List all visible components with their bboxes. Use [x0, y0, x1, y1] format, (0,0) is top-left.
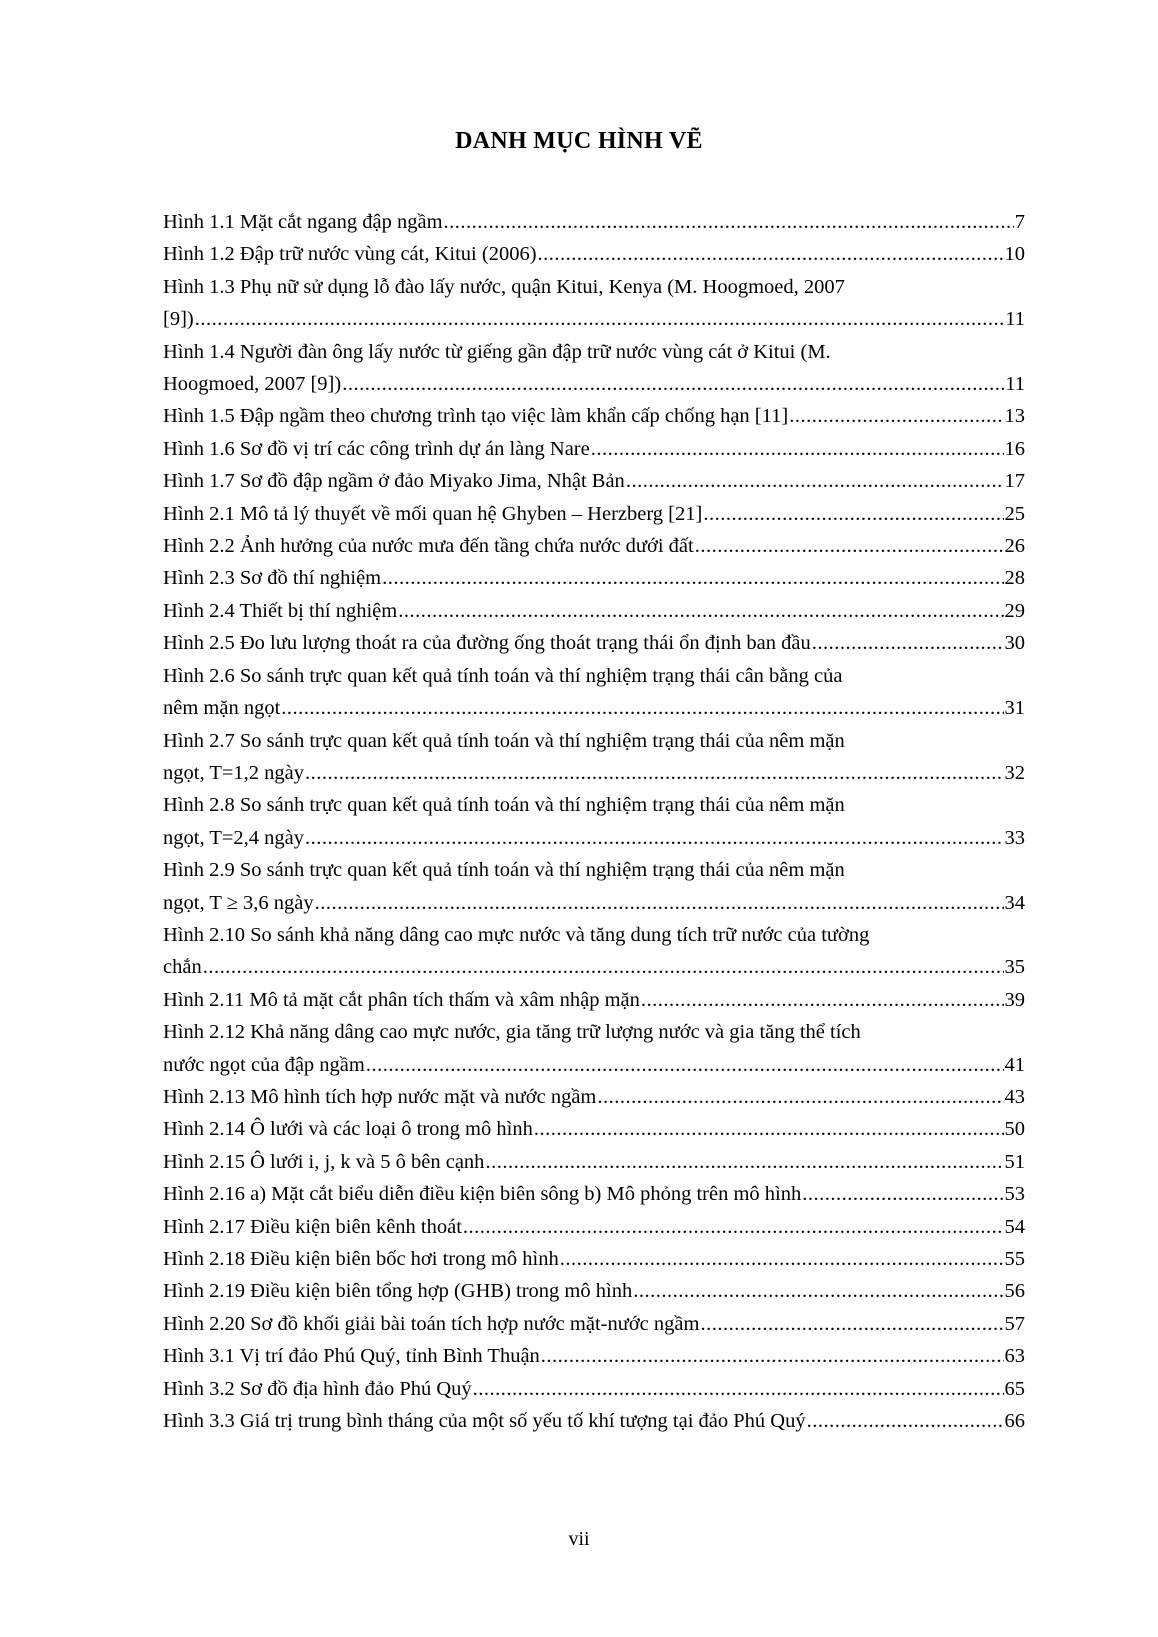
- dot-leader: [485, 1146, 1003, 1178]
- toc-entry[interactable]: [163, 498, 1025, 530]
- toc-entry-page: 29: [1004, 599, 1025, 622]
- toc-entry-text: Hình 2.3 Sơ đồ thí nghiệm: [163, 567, 382, 590]
- toc-entry-text: ngọt, T ≥ 3,6 ngày: [163, 891, 314, 914]
- toc-entry-page: 39: [1004, 988, 1025, 1011]
- toc-entry[interactable]: [163, 595, 1025, 627]
- toc-entry[interactable]: [163, 1016, 1025, 1081]
- toc-entry-text: Hình 3.3 Giá trị trung bình tháng của một số yếu tố khí tượng tại đảo Phú Quý: [163, 1410, 806, 1433]
- toc-entry-text: Hình 2.19 Điều kiện biên tổng hợp (GHB) trong mô hình: [163, 1280, 633, 1303]
- dot-leader: [703, 498, 1003, 530]
- toc-entry-text: chắn: [163, 956, 202, 979]
- toc-entry[interactable]: [163, 433, 1025, 465]
- toc-entry-page: 66: [1004, 1410, 1025, 1433]
- toc-entry[interactable]: [163, 1275, 1025, 1307]
- toc-entry-text: Hình 1.5 Đập ngầm theo chương trình tạo việc làm khẩn cấp chống hạn [11]: [163, 405, 789, 428]
- toc-entry-page: 28: [1004, 567, 1025, 590]
- toc-entry-text: Hình 2.15 Ô lưới i, j, k và 5 ô bên cạnh: [163, 1150, 485, 1173]
- dot-leader: [203, 951, 1004, 983]
- toc-entry-page: 7: [1014, 211, 1025, 233]
- dot-leader: [444, 206, 1014, 238]
- dot-leader: [305, 757, 1003, 789]
- dot-leader: [315, 887, 1004, 919]
- toc-entry-text: Hình 1.7 Sơ đồ đập ngầm ở đảo Miyako Jima, Nhật Bản: [163, 470, 625, 493]
- toc-entry-first-line: Hình 2.6 So sánh trực quan kết quả tính toán và thí nghiệm trạng thái cân bằng của: [163, 664, 843, 687]
- dot-leader: [541, 1340, 1004, 1372]
- toc-entry-text: ngọt, T=2,4 ngày: [163, 826, 305, 849]
- toc-entry-text: nêm mặn ngọt: [163, 697, 281, 720]
- dot-leader: [633, 1275, 1003, 1307]
- toc-entry-page: 11: [1005, 373, 1025, 396]
- dot-leader: [305, 822, 1003, 854]
- toc-entry[interactable]: [163, 1211, 1025, 1243]
- toc-entry-first-line: Hình 2.12 Khả năng dâng cao mực nước, gia tăng trữ lượng nước và gia tăng thể tích: [163, 1021, 861, 1044]
- dot-leader: [812, 627, 1004, 659]
- dot-leader: [281, 692, 1003, 724]
- toc-entry-text: Hình 2.5 Đo lưu lượng thoát ra của đường ống thoát trạng thái ổn định ban đầu: [163, 632, 811, 655]
- dot-leader: [807, 1405, 1004, 1437]
- dot-leader: [802, 1178, 1003, 1210]
- toc-entry-text: Hình 2.20 Sơ đồ khối giải bài toán tích hợp nước mặt-nước ngầm: [163, 1312, 700, 1335]
- toc-entry[interactable]: [163, 238, 1025, 270]
- toc-entry-page: 50: [1004, 1118, 1025, 1141]
- dot-leader: [382, 562, 1003, 594]
- toc-entry[interactable]: [163, 660, 1025, 725]
- toc-entry[interactable]: [163, 789, 1025, 854]
- toc-entry-text: Hình 2.2 Ảnh hưởng của nước mưa đến tầng chứa nước dưới đất: [163, 535, 694, 558]
- toc-entry-text: Hoogmoed, 2007 [9]): [163, 373, 342, 396]
- toc-entry-text: Hình 2.4 Thiết bị thí nghiệm: [163, 599, 398, 622]
- toc-entry-page: 32: [1004, 761, 1025, 784]
- dot-leader: [591, 433, 1004, 465]
- toc-entry[interactable]: [163, 336, 1025, 401]
- dot-leader: [626, 465, 1004, 497]
- dot-leader: [534, 1113, 1004, 1145]
- toc-entry-page: 13: [1004, 405, 1025, 428]
- toc-entry-text: Hình 2.16 a) Mặt cắt biểu diễn điều kiện biên sông b) Mô phỏng trên mô hình: [163, 1183, 802, 1206]
- toc-entry[interactable]: [163, 1373, 1025, 1405]
- toc-entry-first-line: Hình 2.9 So sánh trực quan kết quả tính toán và thí nghiệm trạng thái của nêm mặn: [163, 859, 845, 882]
- toc-entry[interactable]: [163, 1308, 1025, 1340]
- toc-entry-text: Hình 2.1 Mô tả lý thuyết về mối quan hệ Ghyben – Herzberg [21]: [163, 502, 703, 525]
- toc-entry-text: nước ngọt của đập ngầm: [163, 1053, 365, 1076]
- dot-leader: [597, 1081, 1003, 1113]
- toc-entry-page: 53: [1004, 1183, 1025, 1206]
- toc-entry-text: Hình 1.6 Sơ đồ vị trí các công trình dự án làng Nare: [163, 437, 590, 460]
- toc-entry[interactable]: [163, 400, 1025, 432]
- dot-leader: [342, 368, 1004, 400]
- toc-entry-page: 33: [1004, 826, 1025, 849]
- toc-entry-first-line: Hình 2.7 So sánh trực quan kết quả tính toán và thí nghiệm trạng thái của nêm mặn: [163, 729, 845, 752]
- toc-entry[interactable]: [163, 1081, 1025, 1113]
- toc-entry[interactable]: [163, 530, 1025, 562]
- dot-leader: [366, 1049, 1004, 1081]
- toc-entry[interactable]: [163, 1243, 1025, 1275]
- toc-entry[interactable]: [163, 271, 1025, 336]
- toc-entry-page: 34: [1004, 891, 1025, 914]
- toc-entry-page: 54: [1004, 1215, 1025, 1238]
- toc-entry[interactable]: [163, 465, 1025, 497]
- toc-entry[interactable]: [163, 1178, 1025, 1210]
- toc-entry-page: 56: [1004, 1280, 1025, 1303]
- toc-entry[interactable]: [163, 854, 1025, 919]
- dot-leader: [463, 1211, 1004, 1243]
- toc-entry[interactable]: [163, 919, 1025, 984]
- toc-entry-page: 26: [1004, 535, 1025, 558]
- toc-entry-page: 63: [1004, 1345, 1025, 1368]
- toc-entry[interactable]: [163, 725, 1025, 790]
- toc-entry-text: Hình 2.14 Ô lưới và các loại ô trong mô hình: [163, 1118, 533, 1141]
- toc-entry-page: 10: [1004, 243, 1025, 266]
- toc-entry[interactable]: [163, 562, 1025, 594]
- toc-entry-page: 31: [1004, 697, 1025, 720]
- toc-entry-text: Hình 3.1 Vị trí đảo Phú Quý, tỉnh Bình Thuận: [163, 1345, 540, 1368]
- page-number: vii: [568, 1528, 590, 1550]
- toc-entry-page: 57: [1004, 1312, 1025, 1335]
- dot-leader: [700, 1308, 1003, 1340]
- toc-entry-page: 16: [1004, 437, 1025, 460]
- toc-entry-page: 43: [1004, 1085, 1025, 1108]
- dot-leader: [473, 1373, 1004, 1405]
- toc-entry-text: Hình 2.11 Mô tả mặt cắt phân tích thấm và xâm nhập mặn: [163, 988, 640, 1011]
- toc-entry-text: Hình 2.13 Mô hình tích hợp nước mặt và nước ngầm: [163, 1085, 597, 1108]
- toc-entry-page: 41: [1004, 1053, 1025, 1076]
- toc-entry-page: 25: [1004, 502, 1025, 525]
- toc-entry-page: 11: [1005, 308, 1025, 331]
- toc-entry-first-line: Hình 2.10 So sánh khả năng dâng cao mực nước và tăng dung tích trữ nước của tường: [163, 923, 870, 946]
- toc-entry-first-line: Hình 1.4 Người đàn ông lấy nước từ giếng gần đập trữ nước vùng cát ở Kitui (M.: [163, 340, 831, 363]
- toc-entry-text: Hình 2.17 Điều kiện biên kênh thoát: [163, 1215, 462, 1238]
- toc-entry[interactable]: [163, 1340, 1025, 1372]
- toc-entry[interactable]: [163, 206, 1025, 238]
- toc-entry[interactable]: [163, 1146, 1025, 1178]
- toc-entry-page: 51: [1004, 1150, 1025, 1173]
- dot-leader: [195, 303, 1005, 335]
- dot-leader: [695, 530, 1004, 562]
- toc-entry-text: [9]): [163, 308, 194, 331]
- toc-entry-page: 65: [1004, 1377, 1025, 1400]
- toc-entry[interactable]: [163, 984, 1025, 1016]
- dot-leader: [560, 1243, 1004, 1275]
- toc-entry[interactable]: [163, 1405, 1025, 1437]
- dot-leader: [398, 595, 1003, 627]
- page-title: DANH MỤC HÌNH VẼ: [455, 128, 703, 154]
- dot-leader: [538, 238, 1004, 270]
- toc-entry-page: 55: [1004, 1248, 1025, 1270]
- toc-entry-first-line: Hình 1.3 Phụ nữ sử dụng lỗ đào lấy nước, quận Kitui, Kenya (M. Hoogmoed, 2007: [163, 275, 845, 298]
- toc-entry[interactable]: [163, 1113, 1025, 1145]
- toc-entry-first-line: Hình 2.8 So sánh trực quan kết quả tính toán và thí nghiệm trạng thái của nêm mặn: [163, 794, 845, 817]
- toc-entry-page: 17: [1004, 470, 1025, 493]
- toc-entry-page: 35: [1004, 956, 1025, 979]
- figure-list: [163, 206, 1025, 1437]
- toc-entry-text: Hình 2.18 Điều kiện biên bốc hơi trong mô hình: [163, 1248, 559, 1270]
- toc-entry-text: Hình 1.1 Mặt cắt ngang đập ngầm: [163, 211, 443, 233]
- toc-entry-text: Hình 3.2 Sơ đồ địa hình đảo Phú Quý: [163, 1377, 472, 1400]
- toc-entry-text: Hình 1.2 Đập trữ nước vùng cát, Kitui (2006): [163, 243, 537, 266]
- toc-entry-page: 30: [1004, 632, 1025, 655]
- dot-leader: [641, 984, 1004, 1016]
- toc-entry-text: ngọt, T=1,2 ngày: [163, 761, 305, 784]
- toc-entry[interactable]: [163, 627, 1025, 659]
- dot-leader: [789, 400, 1003, 432]
